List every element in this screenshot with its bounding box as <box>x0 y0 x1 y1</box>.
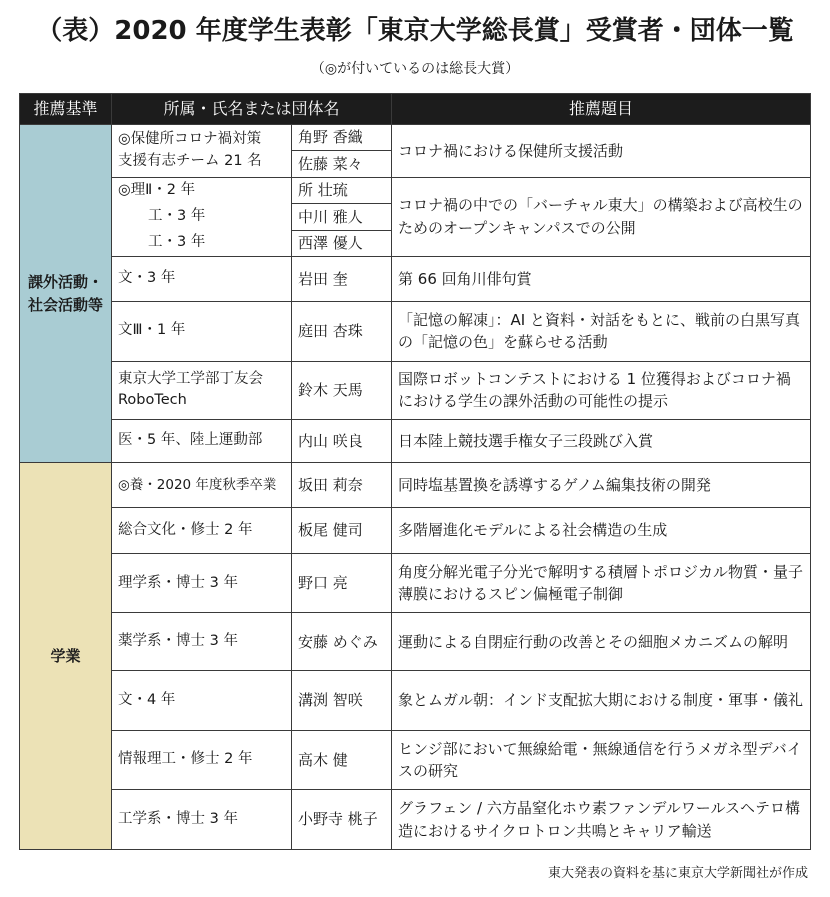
affiliation-cell <box>112 230 292 256</box>
name-cell: 坂田 莉奈 <box>292 463 392 508</box>
affiliation-line: 支援有志チーム 21 名 <box>118 152 262 169</box>
topic-cell: コロナ禍の中での「バーチャル東大」の構築および高校生のためのオープンキャンパスでの公開 <box>392 177 811 256</box>
affiliation-cell: 総合文化・修士 2 年 <box>112 507 292 554</box>
name-cell: 安藤 めぐみ <box>292 613 392 671</box>
table-row <box>20 554 811 613</box>
affiliation-cell: 理学系・博士 3 年 <box>112 554 292 613</box>
affiliation-cell: 文・4 年 <box>112 671 292 731</box>
name-cell: 岩田 奎 <box>292 256 392 301</box>
category-extracurricular <box>20 125 112 463</box>
table-row <box>20 420 811 463</box>
name-cell: 西澤 優人 <box>292 230 392 256</box>
affiliation-cell <box>112 361 292 420</box>
topic-cell: 「記憶の解凍」：AI と資料・対話をもとに、戦前の白黒写真の「記憶の色」を蘇らせる活動 <box>392 301 811 361</box>
affiliation-cell: ◎理Ⅱ・2 年 <box>112 177 292 203</box>
affiliation-cell <box>112 204 292 230</box>
topic-cell: 角度分解光電子分光で解明する積層トポロジカル物質・量子薄膜におけるスピン偏極電子制御 <box>392 554 811 613</box>
name-cell: 庭田 杏珠 <box>292 301 392 361</box>
affiliation-cell: 情報理工・修士 2 年 <box>112 731 292 790</box>
affiliation-line: 東京大学工学部丁友会 <box>118 370 263 387</box>
affiliation-line: RoboTech <box>118 392 187 409</box>
table-row <box>20 256 811 301</box>
name-cell: 角野 香織 <box>292 125 392 151</box>
table-row <box>20 125 811 151</box>
topic-cell: 象とムガル朝：インド支配拡大期における制度・軍事・儀礼 <box>392 671 811 731</box>
page-subtitle: （◎が付いているのは総長大賞） <box>310 61 520 77</box>
topic-cell: 多階層進化モデルによる社会構造の生成 <box>392 507 811 554</box>
topic-cell: ヒンジ部において無線給電・無線通信を行うメガネ型デバイスの研究 <box>392 731 811 790</box>
affiliation-line: 工・3 年 <box>148 207 206 224</box>
category-label-line: 課外活動・ <box>27 273 103 292</box>
topic-cell: 国際ロボットコンテストにおける 1 位獲得およびコロナ禍における学生の課外活動の可能性の提示 <box>392 361 811 420</box>
topic-cell: 同時塩基置換を誘導するゲノム編集技術の開発 <box>392 463 811 508</box>
table-row <box>20 507 811 554</box>
name-cell: 佐藤 菜々 <box>292 151 392 177</box>
topic-cell: 運動による自閉症行動の改善とその細胞メカニズムの解明 <box>392 613 811 671</box>
affiliation-cell: ◎養・2020 年度秋季卒業 <box>112 463 292 508</box>
table-row <box>20 790 811 850</box>
name-cell: 鈴木 天馬 <box>292 361 392 420</box>
table-header-row <box>20 94 811 125</box>
table-row <box>20 671 811 731</box>
source-credit: 東大発表の資料を基に東京大学新聞社が作成 <box>547 866 808 881</box>
header-topic: 推薦題目 <box>392 94 811 125</box>
affiliation-line: ◎保健所コロナ禍対策 <box>118 131 262 148</box>
name-cell: 溝渕 智咲 <box>292 671 392 731</box>
topic-cell: 日本陸上競技選手権女子三段跳び入賞 <box>392 420 811 463</box>
category-label-line: 社会活動等 <box>27 295 103 314</box>
table-row <box>20 177 811 203</box>
affiliation-cell: 文Ⅲ・1 年 <box>112 301 292 361</box>
affiliation-cell <box>112 125 292 178</box>
affiliation-cell: 工学系・博士 3 年 <box>112 790 292 850</box>
topic-cell: 第 66 回角川俳句賞 <box>392 256 811 301</box>
table-row <box>20 301 811 361</box>
table-row <box>20 463 811 508</box>
page-title: （表）2020 年度学生表彰「東京大学総長賞」受賞者・団体一覧 <box>36 16 794 46</box>
awards-table <box>19 93 811 850</box>
name-cell: 中川 雅人 <box>292 204 392 230</box>
table-row <box>20 731 811 790</box>
name-cell: 内山 咲良 <box>292 420 392 463</box>
header-criteria: 推薦基準 <box>20 94 112 125</box>
name-cell: 所 壮琉 <box>292 177 392 203</box>
affiliation-cell: 文・3 年 <box>112 256 292 301</box>
header-affiliation: 所属・氏名または団体名 <box>112 94 392 125</box>
name-cell: 小野寺 桃子 <box>292 790 392 850</box>
table-row <box>20 361 811 420</box>
affiliation-cell: 医・5 年、陸上運動部 <box>112 420 292 463</box>
topic-cell: コロナ禍における保健所支援活動 <box>392 125 811 178</box>
affiliation-line: 工・3 年 <box>148 234 206 251</box>
name-cell: 高木 健 <box>292 731 392 790</box>
topic-cell: グラフェン / 六方晶窒化ホウ素ファンデルワールスヘテロ構造におけるサイクロトロン共鳴とキャリア輸送 <box>392 790 811 850</box>
name-cell: 野口 亮 <box>292 554 392 613</box>
name-cell: 板尾 健司 <box>292 507 392 554</box>
affiliation-cell: 薬学系・博士 3 年 <box>112 613 292 671</box>
table-row <box>20 613 811 671</box>
category-academic: 学業 <box>20 463 112 850</box>
